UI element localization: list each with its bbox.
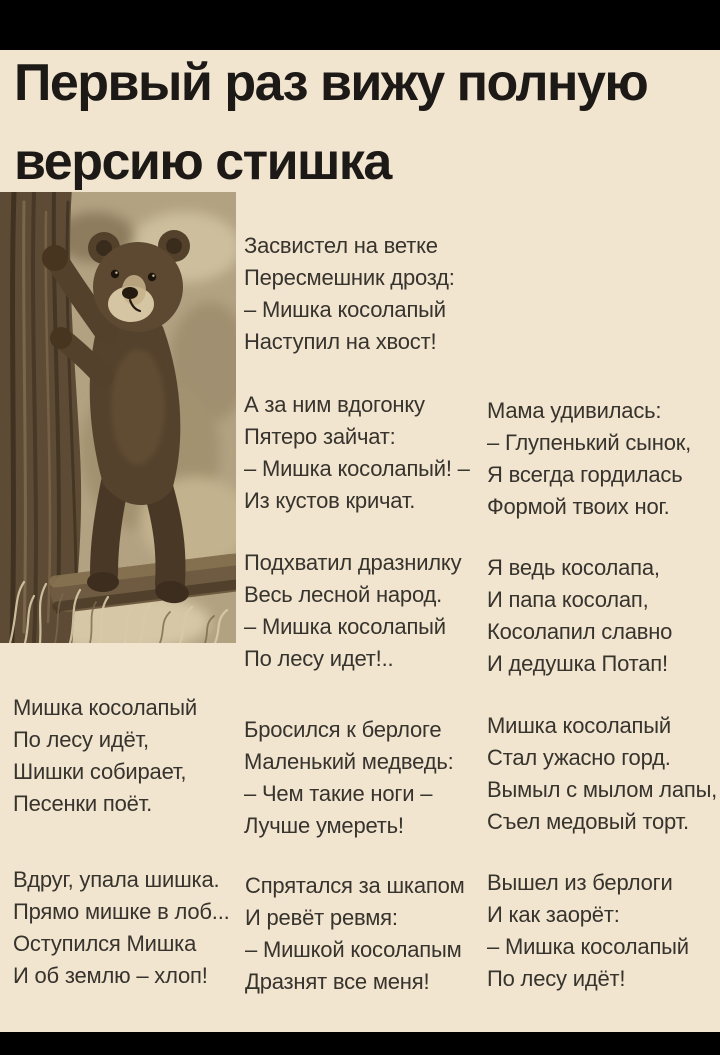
poem-line: Я всегда гордилась: [487, 462, 683, 487]
poem-line: И об землю – хлоп!: [13, 963, 208, 988]
poem-line: По лесу идет!..: [244, 646, 394, 671]
bottom-letterbox-bar: [0, 1032, 720, 1055]
poem-line: Мама удивилась:: [487, 398, 662, 423]
poem-line: Вымыл с мылом лапы,: [487, 777, 718, 802]
bear-cub-illustration: [0, 192, 236, 643]
poem-line: – Мишка косолапый: [487, 934, 689, 959]
poem-line: Засвистел на ветке: [244, 233, 438, 258]
poem-line: – Мишкой косолапым: [245, 937, 462, 962]
poem-line: – Мишка косолапый: [244, 297, 446, 322]
poem-line: Подхватил дразнилку: [244, 550, 462, 575]
title-line-1: Первый раз вижу полную: [14, 54, 648, 112]
poem-stanza: [245, 870, 465, 998]
poem-line: И папа косолап,: [487, 587, 649, 612]
poem-line: Лучше умереть!: [244, 813, 404, 838]
poem-line: Дразнят все меня!: [245, 969, 430, 994]
poem-line: Бросился к берлоге: [244, 717, 442, 742]
poem-line: Мишка косолапый: [13, 695, 197, 720]
poem-line: Съел медовый торт.: [487, 809, 689, 834]
poem-line: А за ним вдогонку: [244, 392, 425, 417]
poem-stanza: [487, 552, 672, 680]
poem-stanza: [244, 230, 455, 358]
poem-line: По лесу идёт!: [487, 966, 626, 991]
poem-line: И как заорёт:: [487, 902, 620, 927]
poem-line: Вышел из берлоги: [487, 870, 673, 895]
poem-line: – Мишка косолапый: [244, 614, 446, 639]
meme-title: [14, 44, 647, 202]
poem-stanza: [13, 864, 230, 992]
poem-line: Песенки поёт.: [13, 791, 152, 816]
poem-line: Из кустов кричат.: [244, 488, 416, 513]
poem-line: Весь лесной народ.: [244, 582, 443, 607]
poem-line: – Глупенький сынок,: [487, 430, 692, 455]
poem-line: Шишки собирает,: [13, 759, 187, 784]
poem-line: Маленький медведь:: [244, 749, 454, 774]
poem-line: Прямо мишке в лоб...: [13, 899, 230, 924]
poem-line: И дедушка Потап!: [487, 651, 668, 676]
poem-stanza: [487, 395, 691, 523]
title-line-2: версию стишка: [14, 133, 391, 191]
poem-line: – Чем такие ноги –: [244, 781, 433, 806]
poem-line: Формой твоих ног.: [487, 494, 670, 519]
poem-line: Я ведь косолапа,: [487, 555, 660, 580]
poem-line: Пересмешник дрозд:: [244, 265, 455, 290]
poem-stanza: [244, 389, 470, 517]
poem-line: Спрятался за шкапом: [245, 873, 465, 898]
bear-cub-photo: [0, 192, 236, 643]
poem-stanza: [244, 547, 461, 675]
poem-line: И ревёт ревмя:: [245, 905, 398, 930]
poem-line: Косолапил славно: [487, 619, 673, 644]
poem-line: Мишка косолапый: [487, 713, 671, 738]
poem-stanza: [244, 714, 454, 842]
poem-line: Пятеро зайчат:: [244, 424, 396, 449]
top-letterbox-bar: [0, 0, 720, 50]
poem-line: Стал ужасно горд.: [487, 745, 671, 770]
poem-line: – Мишка косолапый! –: [244, 456, 470, 481]
poem-line: Оступился Мишка: [13, 931, 197, 956]
poem-line: Вдруг, упала шишка.: [13, 867, 220, 892]
poem-stanza: [13, 692, 197, 820]
poem-stanza: [487, 710, 717, 838]
poem-line: Наступил на хвост!: [244, 329, 437, 354]
poem-stanza: [487, 867, 689, 995]
poem-line: По лесу идёт,: [13, 727, 149, 752]
